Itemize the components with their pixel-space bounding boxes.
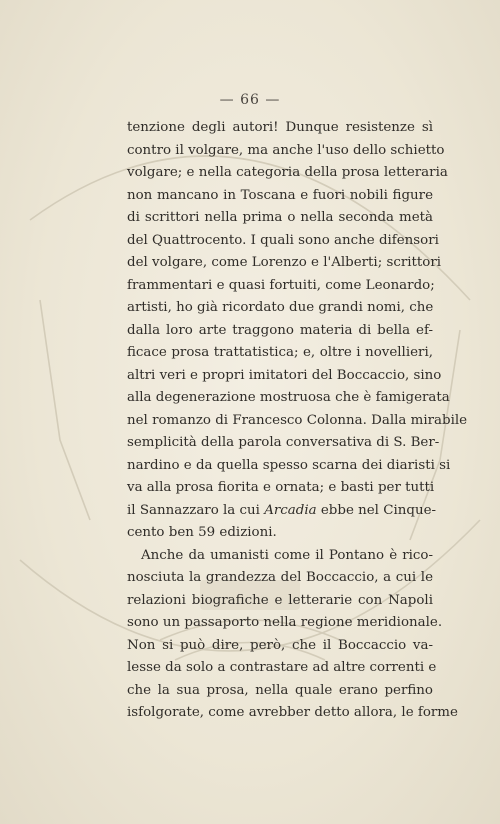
text-line: Anche da umanisti come il Pontano è rico- xyxy=(141,547,433,563)
book-title: Arcadia xyxy=(264,502,317,518)
text-line: artisti, ho già ricordato due grandi nomi, che xyxy=(127,300,434,315)
text-line: sono un passaporto nella regione meridionale. xyxy=(127,615,443,630)
page-number: — 66 — xyxy=(219,92,281,108)
text-line: volgare; e nella categoria della prosa letteraria xyxy=(127,165,448,180)
text-line: relazioni biografiche e letterarie con Napoli xyxy=(127,592,433,608)
text-line: del Quattrocento. I quali sono anche difensori xyxy=(127,232,439,248)
text-line: di scrittori nella prima o nella seconda metà xyxy=(127,210,433,225)
text-line: va alla prosa fiorita e ornata; e basti per tutti xyxy=(127,480,435,495)
text-line: contro il volgare, ma anche l'uso dello schietto xyxy=(127,142,445,158)
text-line: nel romanzo di Francesco Colonna. Dalla mirabile xyxy=(127,412,468,428)
text-line: dalla loro arte traggono materia di bella ef- xyxy=(127,322,433,338)
text-line: isfolgorate, come avrebber detto allora, le forme xyxy=(127,705,458,720)
text-line: il Sannazzaro la cui Arcadia ebbe nel Cinque- xyxy=(127,502,437,518)
text-line: semplicità della parola conversativa di S. Ber- xyxy=(127,435,440,450)
text-line: nosciuta la grandezza del Boccaccio, a cui le xyxy=(127,570,433,585)
text-line: Non si può dire, però, che il Boccaccio va- xyxy=(127,637,433,653)
text-line: del volgare, come Lorenzo e l'Alberti; scrittori xyxy=(127,255,442,270)
text-line: tenzione degli autori! Dunque resistenze sì xyxy=(127,120,433,135)
text-line: che la sua prosa, nella quale erano perfino xyxy=(127,682,433,698)
text-line: altri veri e propri imitatori del Boccaccio, sino xyxy=(127,367,442,383)
text-line: nardino e da quella spesso scarna dei diaristi si xyxy=(127,457,451,473)
text-line: alla degenerazione mostruosa che è famigerata xyxy=(127,390,450,405)
text-line: lesse da solo a contrastare ad altre correnti e xyxy=(127,660,437,675)
text-line: cento ben 59 edizioni. xyxy=(127,525,277,540)
body-text xyxy=(127,117,468,725)
text-line: frammentari e quasi fortuiti, come Leonardo; xyxy=(127,277,435,293)
text-line: non mancano in Toscana e fuori nobili figure xyxy=(127,187,433,203)
text-line: ficace prosa trattatistica; e, oltre i novellieri, xyxy=(127,345,433,360)
